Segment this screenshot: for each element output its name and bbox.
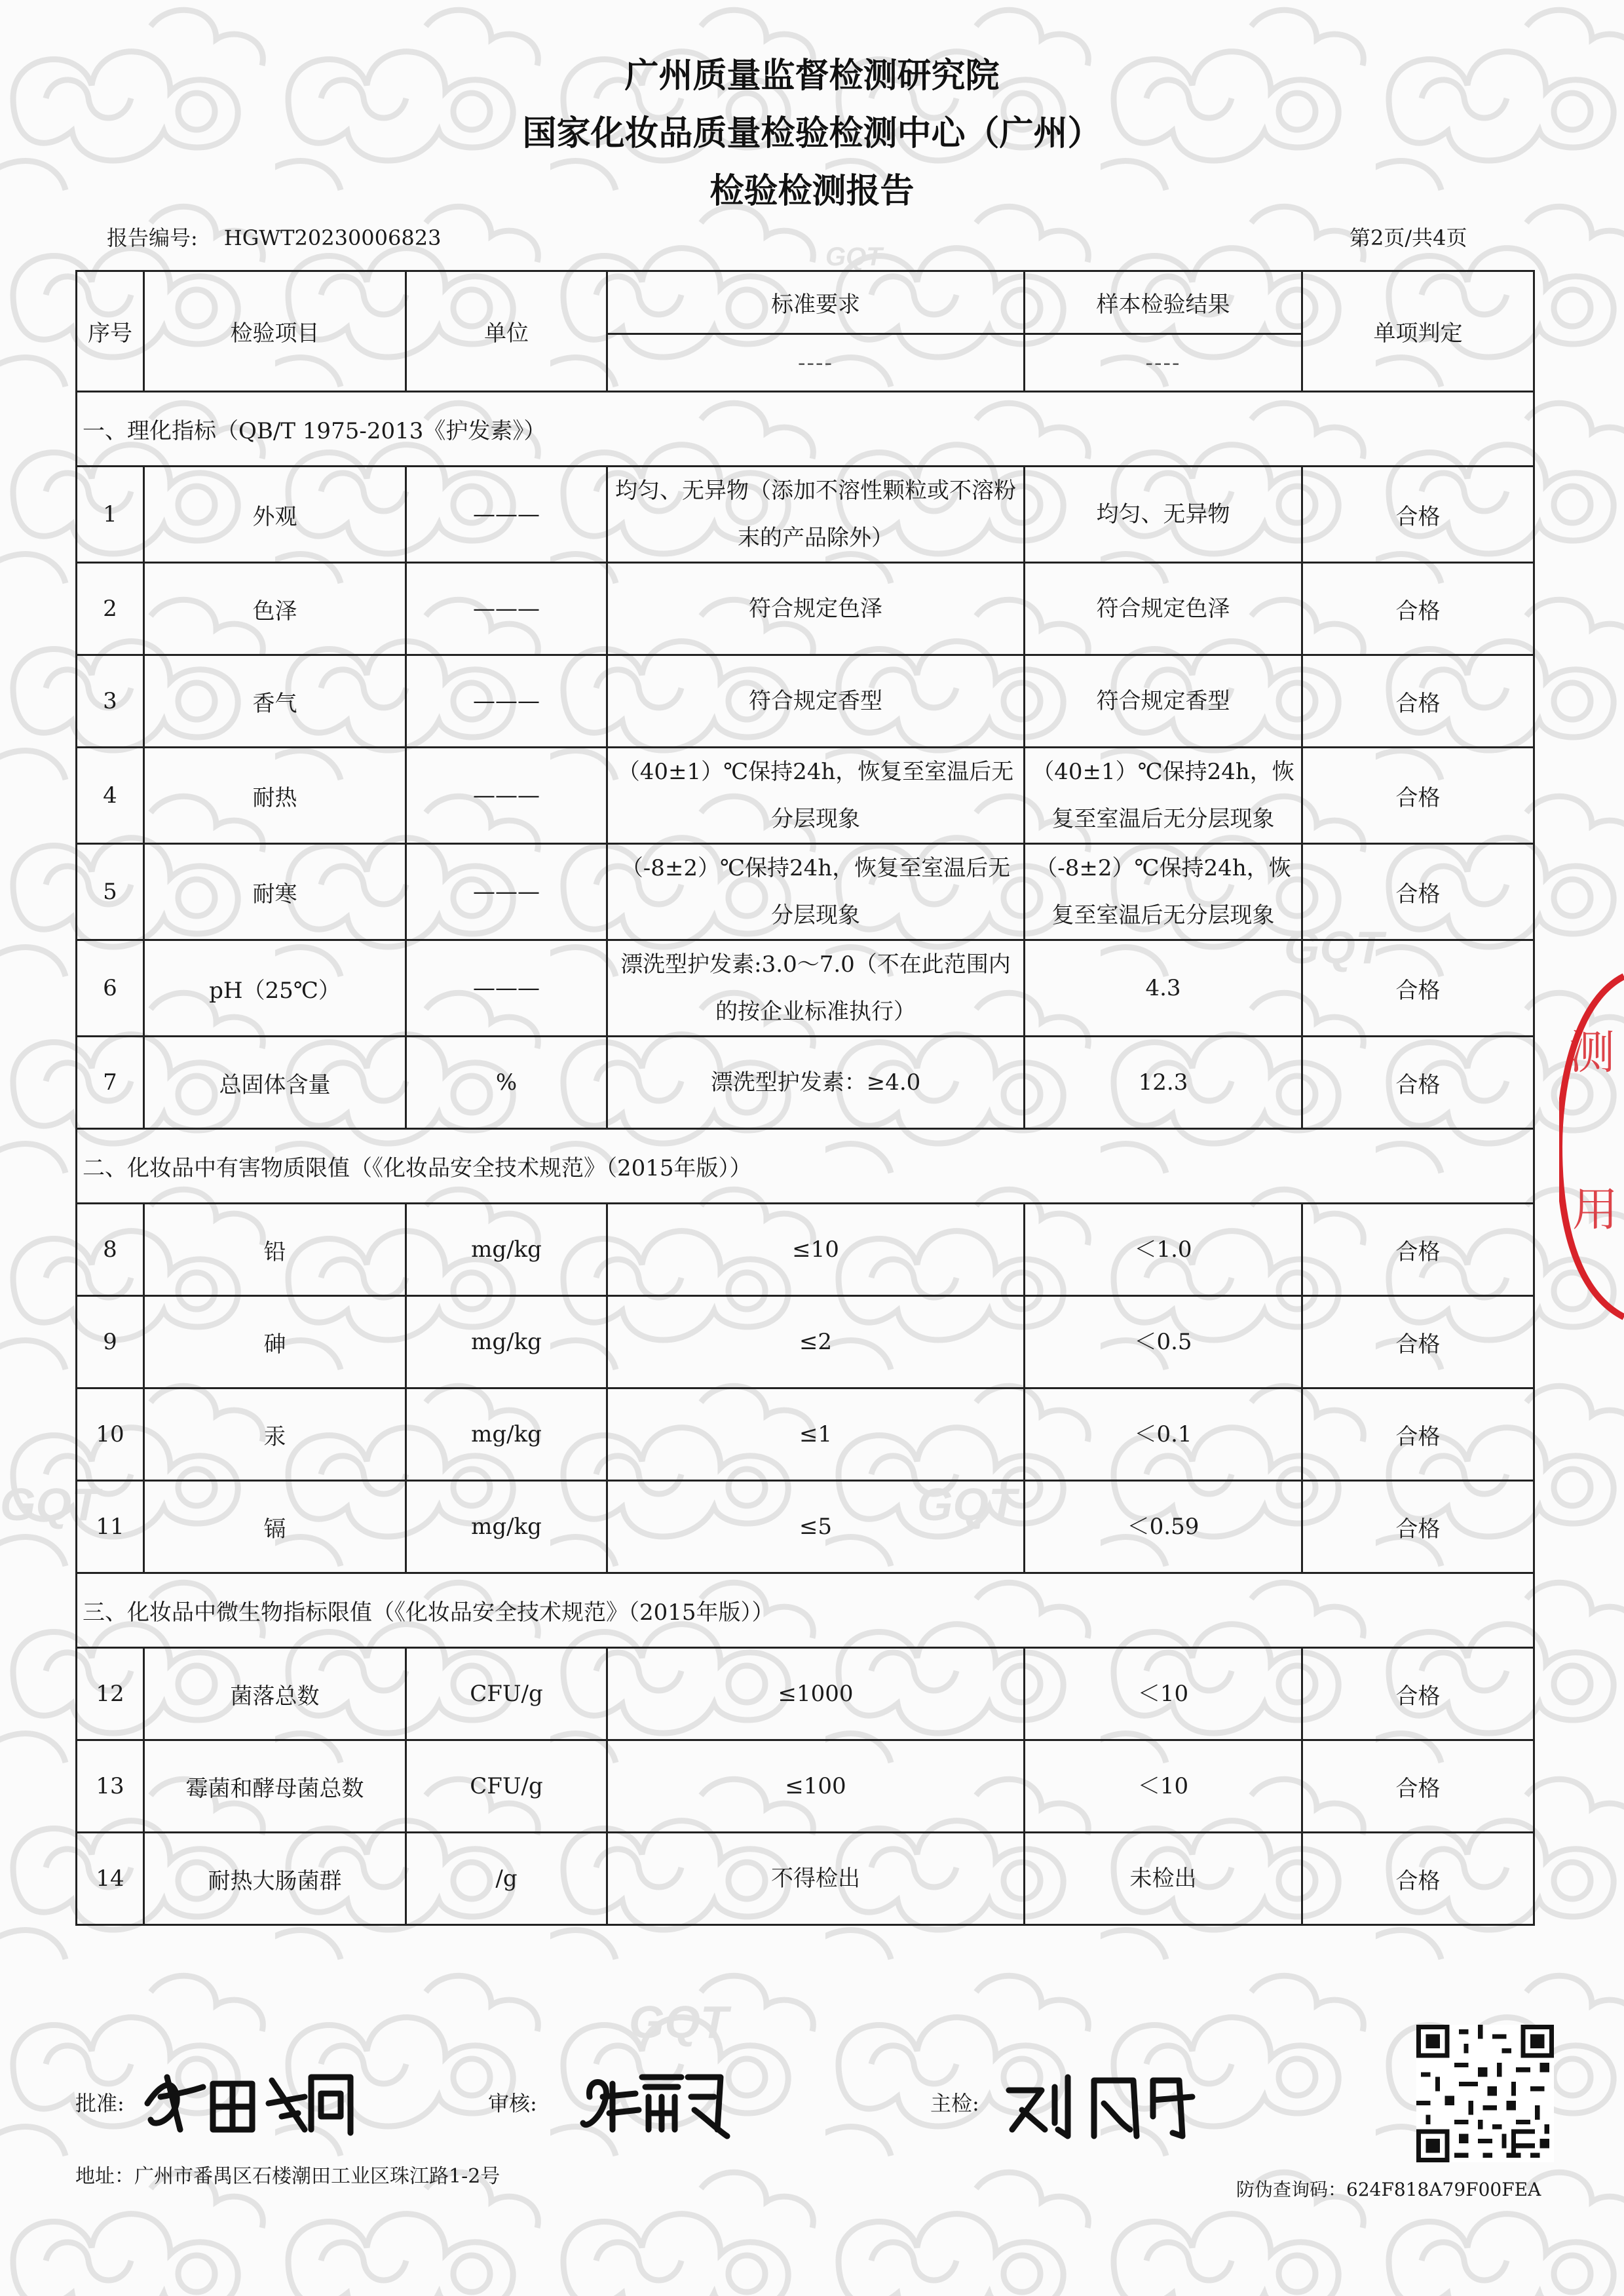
section-title: 三、化妆品中微生物指标限值（《化妆品安全技术规范》（2015年版）） [77, 1573, 1534, 1648]
cell-standard: ≤1 [607, 1388, 1025, 1481]
cell-judgement: 合格 [1302, 467, 1534, 563]
inspection-results-table [75, 270, 1535, 1926]
table-row [77, 940, 1534, 1037]
cell-result: （40±1）℃保持24h，恢复至室温后无分层现象 [1025, 748, 1302, 844]
table-row [77, 1204, 1534, 1296]
tester-signature [996, 2064, 1199, 2143]
cell-no: 14 [77, 1833, 144, 1925]
cell-no: 8 [77, 1204, 144, 1296]
cell-unit: mg/kg [406, 1204, 607, 1296]
table-row [77, 1388, 1534, 1481]
tester-label: 主检: [930, 2091, 979, 2116]
header-standard: 标准要求 [607, 271, 1025, 334]
section-title: 二、化妆品中有害物质限值（《化妆品安全技术规范》（2015年版）） [77, 1129, 1534, 1204]
section-row [77, 1129, 1534, 1204]
cell-result: ＜10 [1025, 1648, 1302, 1740]
cell-result: ＜10 [1025, 1740, 1302, 1833]
table-row [77, 1481, 1534, 1573]
section-row [77, 1573, 1534, 1648]
cell-unit: mg/kg [406, 1388, 607, 1481]
center-title: 国家化妆品质量检验检测中心（广州） [522, 114, 1102, 153]
cell-result: ＜0.5 [1025, 1296, 1302, 1388]
cell-no: 4 [77, 748, 144, 844]
cell-unit: CFU/g [406, 1740, 607, 1833]
cell-unit: % [406, 1037, 607, 1129]
cell-standard: （40±1）℃保持24h，恢复至室温后无分层现象 [607, 748, 1025, 844]
cell-unit: ——— [406, 655, 607, 748]
cell-result: 4.3 [1025, 940, 1302, 1037]
cell-judgement: 合格 [1302, 655, 1534, 748]
table-row [77, 467, 1534, 563]
cell-result: （-8±2）℃保持24h，恢复至室温后无分层现象 [1025, 844, 1302, 940]
cell-standard: ≤1000 [607, 1648, 1025, 1740]
anti-fake-value: 624F818A79F00FEA [1346, 2179, 1541, 2200]
cell-unit: mg/kg [406, 1481, 607, 1573]
cell-standard: 不得检出 [607, 1833, 1025, 1925]
cell-standard: ≤100 [607, 1740, 1025, 1833]
cell-result: 符合规定色泽 [1025, 563, 1302, 655]
cell-judgement: 合格 [1302, 1296, 1534, 1388]
cell-no: 12 [77, 1648, 144, 1740]
cell-item: 菌落总数 [144, 1648, 406, 1740]
report-title-block [0, 47, 1624, 220]
cell-judgement: 合格 [1302, 563, 1534, 655]
gqt-watermark-2: GQT [917, 1479, 1017, 1530]
cell-judgement: 合格 [1302, 748, 1534, 844]
cell-no: 10 [77, 1388, 144, 1481]
cell-item: 汞 [144, 1388, 406, 1481]
gqt-watermark-5: GQT [825, 242, 882, 271]
cell-standard: ≤5 [607, 1481, 1025, 1573]
cell-judgement: 合格 [1302, 1833, 1534, 1925]
cell-judgement: 合格 [1302, 1740, 1534, 1833]
svg-text:测: 测 [1569, 1025, 1615, 1079]
cell-unit: /g [406, 1833, 607, 1925]
anti-fake-code [1236, 2175, 1541, 2202]
reviewer-signature [576, 2057, 734, 2143]
cell-result: ＜0.1 [1025, 1388, 1302, 1481]
section-row [77, 392, 1534, 467]
institute-title: 广州质量监督检测研究院 [624, 56, 1000, 96]
cell-standard: ≤2 [607, 1296, 1025, 1388]
cell-result: ＜1.0 [1025, 1204, 1302, 1296]
cell-no: 7 [77, 1037, 144, 1129]
cell-unit: CFU/g [406, 1648, 607, 1740]
cell-standard: 均匀、无异物（添加不溶性颗粒或不溶粉末的产品除外） [607, 467, 1025, 563]
cell-no: 3 [77, 655, 144, 748]
cell-unit: ——— [406, 467, 607, 563]
partial-red-seal [1559, 963, 1624, 1330]
report-number-label: 报告编号: [107, 225, 198, 250]
cell-item: 铅 [144, 1204, 406, 1296]
cell-no: 1 [77, 467, 144, 563]
section-title: 一、理化指标（QB/T 1975-2013《护发素》） [77, 392, 1534, 467]
gqt-watermark-4: GQT [629, 1997, 728, 2048]
table-row [77, 1740, 1534, 1833]
cell-standard: （-8±2）℃保持24h，恢复至室温后无分层现象 [607, 844, 1025, 940]
table-header-row [77, 271, 1534, 334]
table-row [77, 563, 1534, 655]
cell-no: 5 [77, 844, 144, 940]
cell-standard: 漂洗型护发素:3.0～7.0（不在此范围内的按企业标准执行） [607, 940, 1025, 1037]
table-row [77, 748, 1534, 844]
reviewer-label: 审核: [488, 2091, 537, 2116]
table-row [77, 844, 1534, 940]
approver-label: 批准: [75, 2091, 124, 2116]
table-row [77, 1833, 1534, 1925]
verification-qr-code[interactable] [1416, 2025, 1554, 2162]
cell-standard: 符合规定色泽 [607, 563, 1025, 655]
header-result: 样本检验结果 [1025, 271, 1302, 334]
header-no: 序号 [77, 271, 144, 392]
cell-item: 耐寒 [144, 844, 406, 940]
header-result-sub: ---- [1025, 334, 1302, 392]
cell-unit: mg/kg [406, 1296, 607, 1388]
cell-no: 9 [77, 1296, 144, 1388]
cell-judgement: 合格 [1302, 1388, 1534, 1481]
header-standard-sub: ---- [607, 334, 1025, 392]
approver-signature [141, 2057, 357, 2143]
cell-unit: ——— [406, 748, 607, 844]
cell-standard: 符合规定香型 [607, 655, 1025, 748]
cell-item: 霉菌和酵母菌总数 [144, 1740, 406, 1833]
table-row [77, 655, 1534, 748]
header-judgement: 单项判定 [1302, 271, 1534, 392]
report-title: 检验检测报告 [709, 172, 915, 211]
cell-judgement: 合格 [1302, 1037, 1534, 1129]
cell-no: 6 [77, 940, 144, 1037]
cell-unit: ——— [406, 940, 607, 1037]
cell-result: 符合规定香型 [1025, 655, 1302, 748]
gqt-watermark-1: GQT [1284, 922, 1384, 973]
svg-text:用: 用 [1572, 1183, 1618, 1236]
table-row [77, 1037, 1534, 1129]
page-info: 第2页/共4页 [1350, 225, 1467, 250]
cell-no: 11 [77, 1481, 144, 1573]
cell-result: 12.3 [1025, 1037, 1302, 1129]
cell-item: 耐热大肠菌群 [144, 1833, 406, 1925]
cell-result: 未检出 [1025, 1833, 1302, 1925]
table-row [77, 1296, 1534, 1388]
gqt-watermark-3: GQT [0, 1479, 100, 1530]
cell-item: 总固体含量 [144, 1037, 406, 1129]
cell-judgement: 合格 [1302, 1481, 1534, 1573]
cell-unit: ——— [406, 563, 607, 655]
cell-standard: 漂洗型护发素：≥4.0 [607, 1037, 1025, 1129]
cell-judgement: 合格 [1302, 1204, 1534, 1296]
cell-standard: ≤10 [607, 1204, 1025, 1296]
header-unit: 单位 [406, 271, 607, 392]
table-body [77, 392, 1534, 1925]
cell-no: 13 [77, 1740, 144, 1833]
cell-no: 2 [77, 563, 144, 655]
cell-item: 色泽 [144, 563, 406, 655]
cell-judgement: 合格 [1302, 844, 1534, 940]
cell-result: ＜0.59 [1025, 1481, 1302, 1573]
cell-item: 耐热 [144, 748, 406, 844]
cell-unit: ——— [406, 844, 607, 940]
cell-item: 外观 [144, 467, 406, 563]
address: 地址：广州市番禺区石楼潮田工业区珠江路1-2号 [75, 2165, 500, 2188]
cell-judgement: 合格 [1302, 1648, 1534, 1740]
cell-result: 均匀、无异物 [1025, 467, 1302, 563]
cell-item: pH（25℃） [144, 940, 406, 1037]
report-number-value: HGWT20230006823 [223, 225, 442, 250]
cell-item: 香气 [144, 655, 406, 748]
table-row [77, 1648, 1534, 1740]
anti-fake-label: 防伪查询码： [1236, 2179, 1347, 2200]
cell-item: 镉 [144, 1481, 406, 1573]
cell-item: 砷 [144, 1296, 406, 1388]
header-item: 检验项目 [144, 271, 406, 392]
cell-judgement: 合格 [1302, 940, 1534, 1037]
report-number [107, 221, 441, 252]
